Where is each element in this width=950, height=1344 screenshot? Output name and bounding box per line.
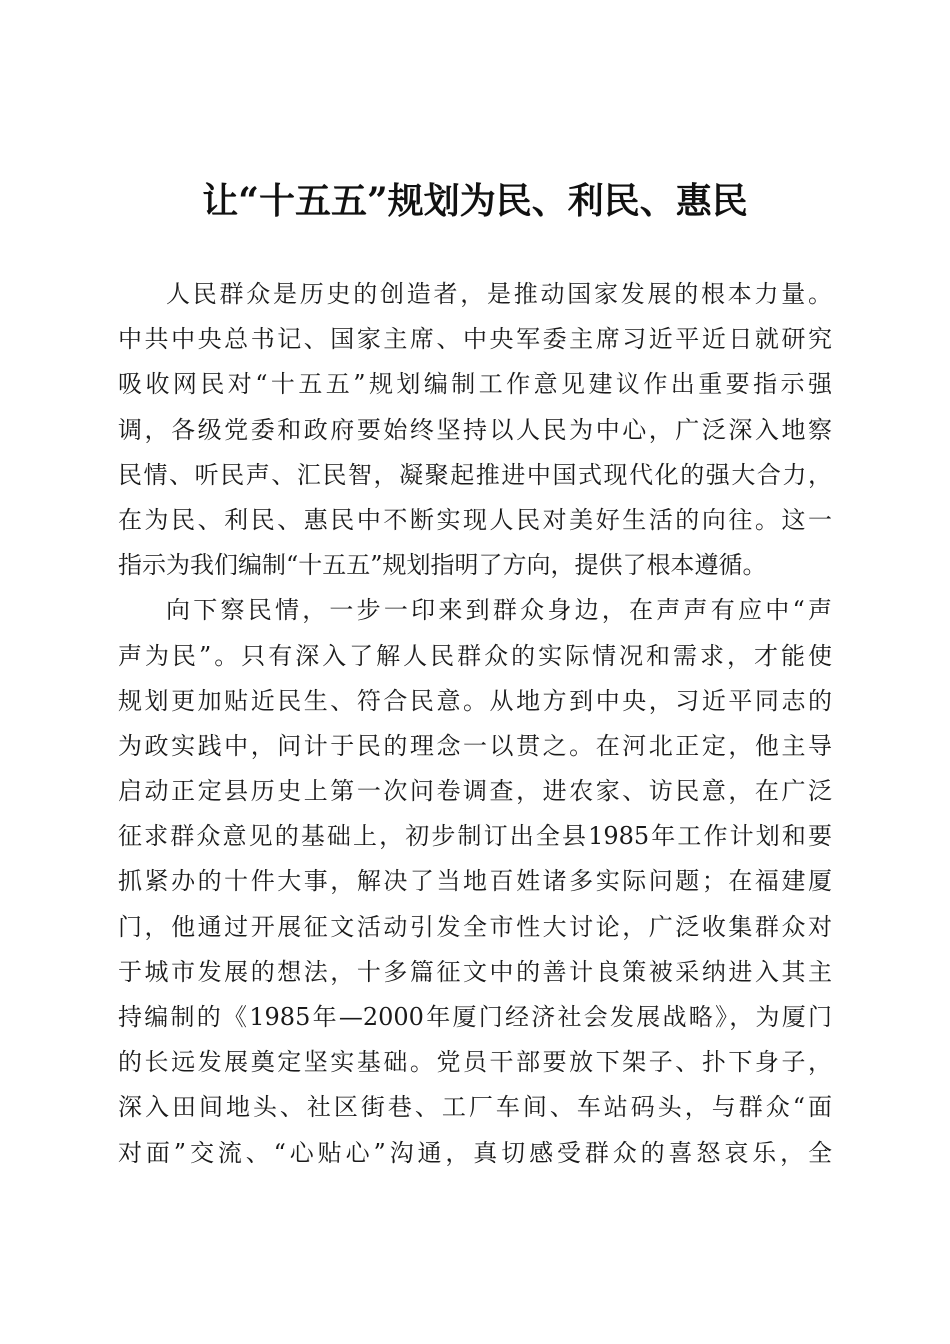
text-line: 吸收网民对“十五五”规划编制工作意见建议作出重要指示强 — [118, 370, 832, 399]
text-line: 抓紧办的十件大事，解决了当地百姓诸多实际问题；在福建厦 — [118, 867, 832, 896]
text-line: 规划更加贴近民生、符合民意。从地方到中央，习近平同志的 — [118, 686, 832, 715]
text-line: 启动正定县历史上第一次问卷调查，进农家、访民意，在广泛 — [118, 777, 832, 806]
text-line: 为政实践中，问计于民的理念一以贯之。在河北正定，他主导 — [118, 731, 832, 760]
text-line: 于城市发展的想法，十多篇征文中的善计良策被采纳进入其主 — [118, 957, 832, 986]
document-body — [118, 272, 832, 1176]
paragraph-1 — [118, 272, 832, 588]
text-line: 中共中央总书记、国家主席、中央军委主席习近平近日就研究 — [118, 325, 832, 354]
text-line: 向下察民情，一步一印来到群众身边，在声声有应中“声 — [166, 596, 832, 625]
text-line: 声为民”。只有深入了解人民群众的实际情况和需求，才能使 — [118, 641, 832, 670]
text-line: 门，他通过开展征文活动引发全市性大讨论，广泛收集群众对 — [118, 912, 832, 941]
text-line: 在为民、利民、惠民中不断实现人民对美好生活的向往。这一 — [118, 505, 832, 534]
text-line: 人民群众是历史的创造者，是推动国家发展的根本力量。 — [166, 280, 832, 308]
text-line: 对面”交流、“心贴心”沟通，真切感受群众的喜怒哀乐，全 — [118, 1138, 832, 1167]
paragraph-2 — [118, 588, 832, 1175]
text-line: 指示为我们编制“十五五”规划指明了方向，提供了根本遵循。 — [118, 551, 767, 580]
text-line: 调，各级党委和政府要始终坚持以人民为中心，广泛深入地察 — [118, 415, 832, 444]
text-line: 民情、听民声、汇民智，凝聚起推进中国式现代化的强大合力， — [118, 460, 832, 489]
text-line: 深入田间地头、社区街巷、工厂车间、车站码头，与群众“面 — [118, 1093, 832, 1122]
text-line: 的长远发展奠定坚实基础。党员干部要放下架子、扑下身子， — [118, 1048, 832, 1077]
text-line: 持编制的《1985年—2000年厦门经济社会发展战略》，为厦门 — [118, 1003, 832, 1031]
document-title: 让“十五五”规划为民、利民、惠民 — [202, 180, 748, 222]
text-line: 征求群众意见的基础上，初步制订出全县1985年工作计划和要 — [118, 822, 832, 851]
